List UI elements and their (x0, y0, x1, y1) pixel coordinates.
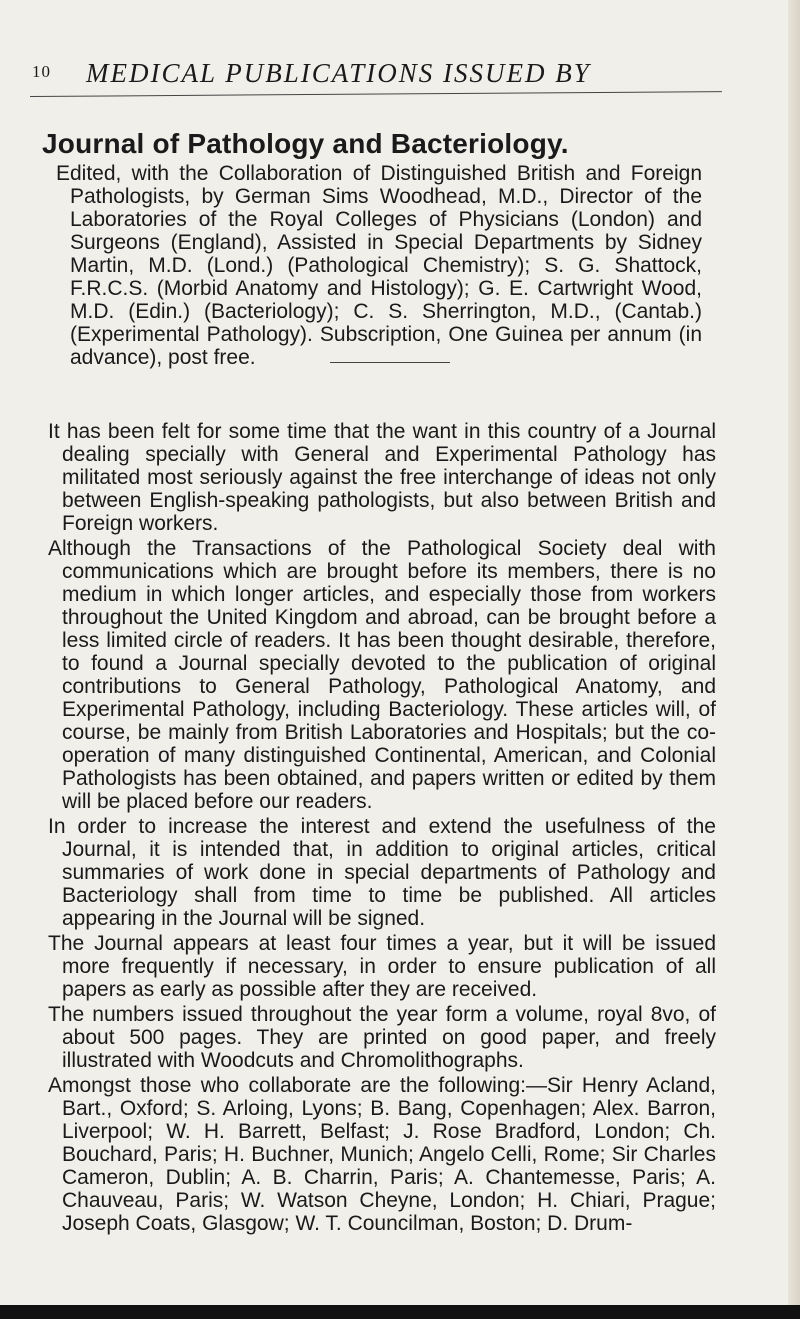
page-number: 10 (32, 62, 51, 81)
journal-title: Journal of Pathology and Bacteriology. (42, 128, 569, 159)
paragraph-frequency: The Journal appears at least four times a year, but it will be issued more frequently if necessary, in order to ensure publication of all papers as early as possible after they are received. (48, 932, 716, 1001)
paragraph-volume: The numbers issued throughout the year form a volume, royal 8vo, of about 500 pages. They are printed on good paper, and freely illustrated with Woodcuts and Chromolithographs. (48, 1003, 716, 1072)
journal-intro: Edited, with the Collaboration of Distinguished British and Foreign Pathologists, by German Sims Woodhead, M.D., Director of the Laboratories of the Royal Colleges of Physicians (London) and Surgeons (England), Assisted in Special Departments by Sidney Martin, M.D. (Lond.) (Pathological Chemistry); S. G. Shattock, F.R.C.S. (Morbid Anatomy and Histology); G. E. Cartwright Wood, M.D. (Edin.) (Bacteriology); C. S. Sherrington, M.D., (Cantab.) (Experimental Pathology). Subscription, One Guinea per annum (in advance), post free. (56, 162, 702, 369)
paragraph-want: It has been felt for some time that the want in this country of a Journal dealing specially with General and Experimental Pathology has militated most seriously against the free interchange of ideas not only between English-speaking pathologists, but also between British and Foreign workers. (48, 420, 716, 535)
paragraph-collaborators: Amongst those who collaborate are the following:—Sir Henry Acland, Bart., Oxford; S. Arloing, Lyons; B. Bang, Copenhagen; Alex. Barron, Liverpool; W. H. Barrett, Belfast; J. Rose Bradford, London; Ch. Bouchard, Paris; H. Buchner, Munich; Angelo Celli, Rome; Sir Charles Cameron, Dublin; A. B. Charrin, Paris; A. Chantemesse, Paris; A. Chauveau, Paris; W. Watson Cheyne, London; H. Chiari, Prague; Joseph Coats, Glasgow; W. T. Councilman, Boston; D. Drum- (48, 1074, 716, 1235)
paragraph-transactions: Although the Transactions of the Pathological Society deal with communications which are brought before its members, there is no medium in which longer articles, and especially those from workers throughout the United Kingdom and abroad, can be brought before a less limited circle of readers. It has been thought desirable, therefore, to found a Journal specially devoted to the publication of original contributions to General Pathology, Pathological Anatomy, and Experimental Pathology, including Bacteriology. These articles will, of course, be mainly from British Laboratories and Hospitals; but the co-operation of many distinguished Continental, American, and Colonial Pathologists has been obtained, and papers written or edited by them will be placed before our readers. (48, 537, 716, 813)
running-head: MEDICAL PUBLICATIONS ISSUED BY (86, 58, 591, 88)
header-rule (30, 91, 722, 97)
page-header (30, 58, 770, 88)
section-rule (330, 362, 450, 363)
scan-border (0, 1305, 800, 1319)
page-edge (788, 0, 800, 1319)
body-text (48, 420, 716, 1237)
paragraph-usefulness: In order to increase the interest and extend the usefulness of the Journal, it is intended that, in addition to original articles, critical summaries of work done in special departments of Pathology and Bacteriology shall from time to time be published. All articles appearing in the Journal will be signed. (48, 815, 716, 930)
